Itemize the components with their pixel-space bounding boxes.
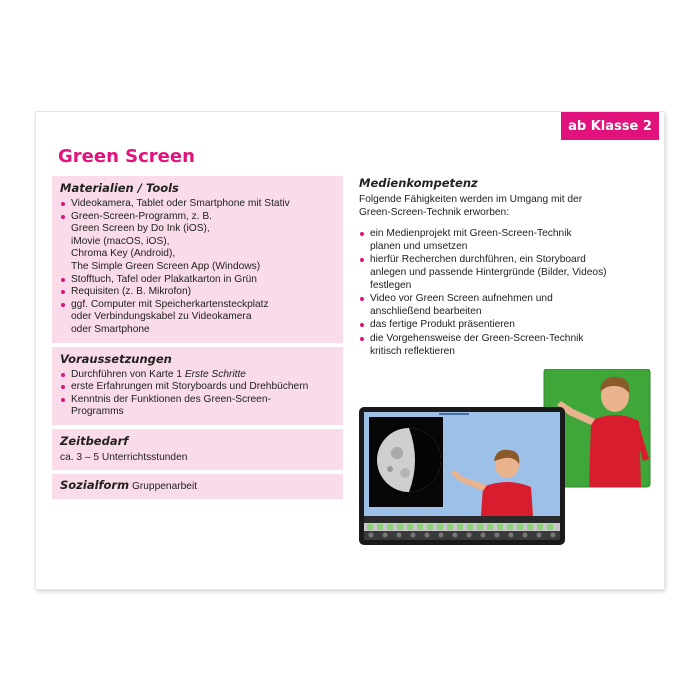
list-item: Stofftuch, Tafel oder Plakatkarton in Grün (71, 274, 335, 287)
list-item: hierfür Recherchen durchführen, ein Storyboard anlegen und passende Hintergründe (Bilder, Videos) festlegen (370, 254, 647, 292)
materialien-heading: Materialien / Tools (60, 181, 179, 195)
sozialform-box (52, 474, 343, 499)
list-item: das fertige Produkt präsentieren (370, 319, 647, 332)
zeitbedarf-text: ca. 3 – 5 Unterrichtsstunden (60, 451, 188, 463)
right-column (359, 176, 647, 359)
sozialform-heading: Sozialform (60, 477, 130, 492)
list-item: Video vor Green Screen aufnehmen und anschließend bearbeiten (370, 293, 647, 318)
list-item: Durchführen von Karte 1 Erste Schritte (71, 369, 335, 382)
materialien-list (60, 198, 335, 337)
medienkompetenz-heading: Medienkompetenz (359, 176, 478, 190)
medienkompetenz-intro: Folgende Fähigkeiten werden im Umgang mit der Green-Screen-Technik erworben: (359, 194, 583, 218)
zeitbedarf-heading: Zeitbedarf (60, 433, 129, 448)
voraussetzungen-list (60, 369, 335, 419)
green-screen-illustration (359, 369, 655, 547)
list-item: Kenntnis der Funktionen des Green-Screen- Programms (71, 394, 335, 419)
list-item: die Vorgehensweise der Green-Screen-Technik kritisch reflektieren (370, 333, 647, 358)
zeitbedarf-box (52, 429, 343, 470)
voraussetzungen-heading: Voraussetzungen (60, 351, 172, 366)
materialien-box (52, 176, 343, 343)
list-item: ggf. Computer mit Speicherkartensteckplatz oder Verbindungskabel zu Videokamera oder Smartphone (71, 299, 335, 337)
list-item: ein Medienprojekt mit Green-Screen-Technik planen und umsetzen (370, 228, 647, 253)
page-title: Green Screen (58, 146, 195, 167)
grade-badge: ab Klasse 2 (561, 112, 659, 140)
sozialform-text: Gruppenarbeit (131, 480, 198, 492)
voraussetzungen-box (52, 347, 343, 425)
list-item: erste Erfahrungen mit Storyboards und Drehbüchern (71, 381, 335, 394)
activity-card (36, 112, 664, 589)
list-item: Videokamera, Tablet oder Smartphone mit Stativ (71, 198, 335, 211)
list-item: Requisiten (z. B. Mikrofon) (71, 286, 335, 299)
tablet-device (359, 407, 565, 545)
left-column (52, 176, 343, 503)
medienkompetenz-list (359, 228, 647, 358)
list-item: Green-Screen-Programm, z. B. Green Screen by Do Ink (iOS), iMovie (macOS, iOS), Chroma Key (Android), The Simple Green Screen App (Windows) (71, 211, 335, 274)
